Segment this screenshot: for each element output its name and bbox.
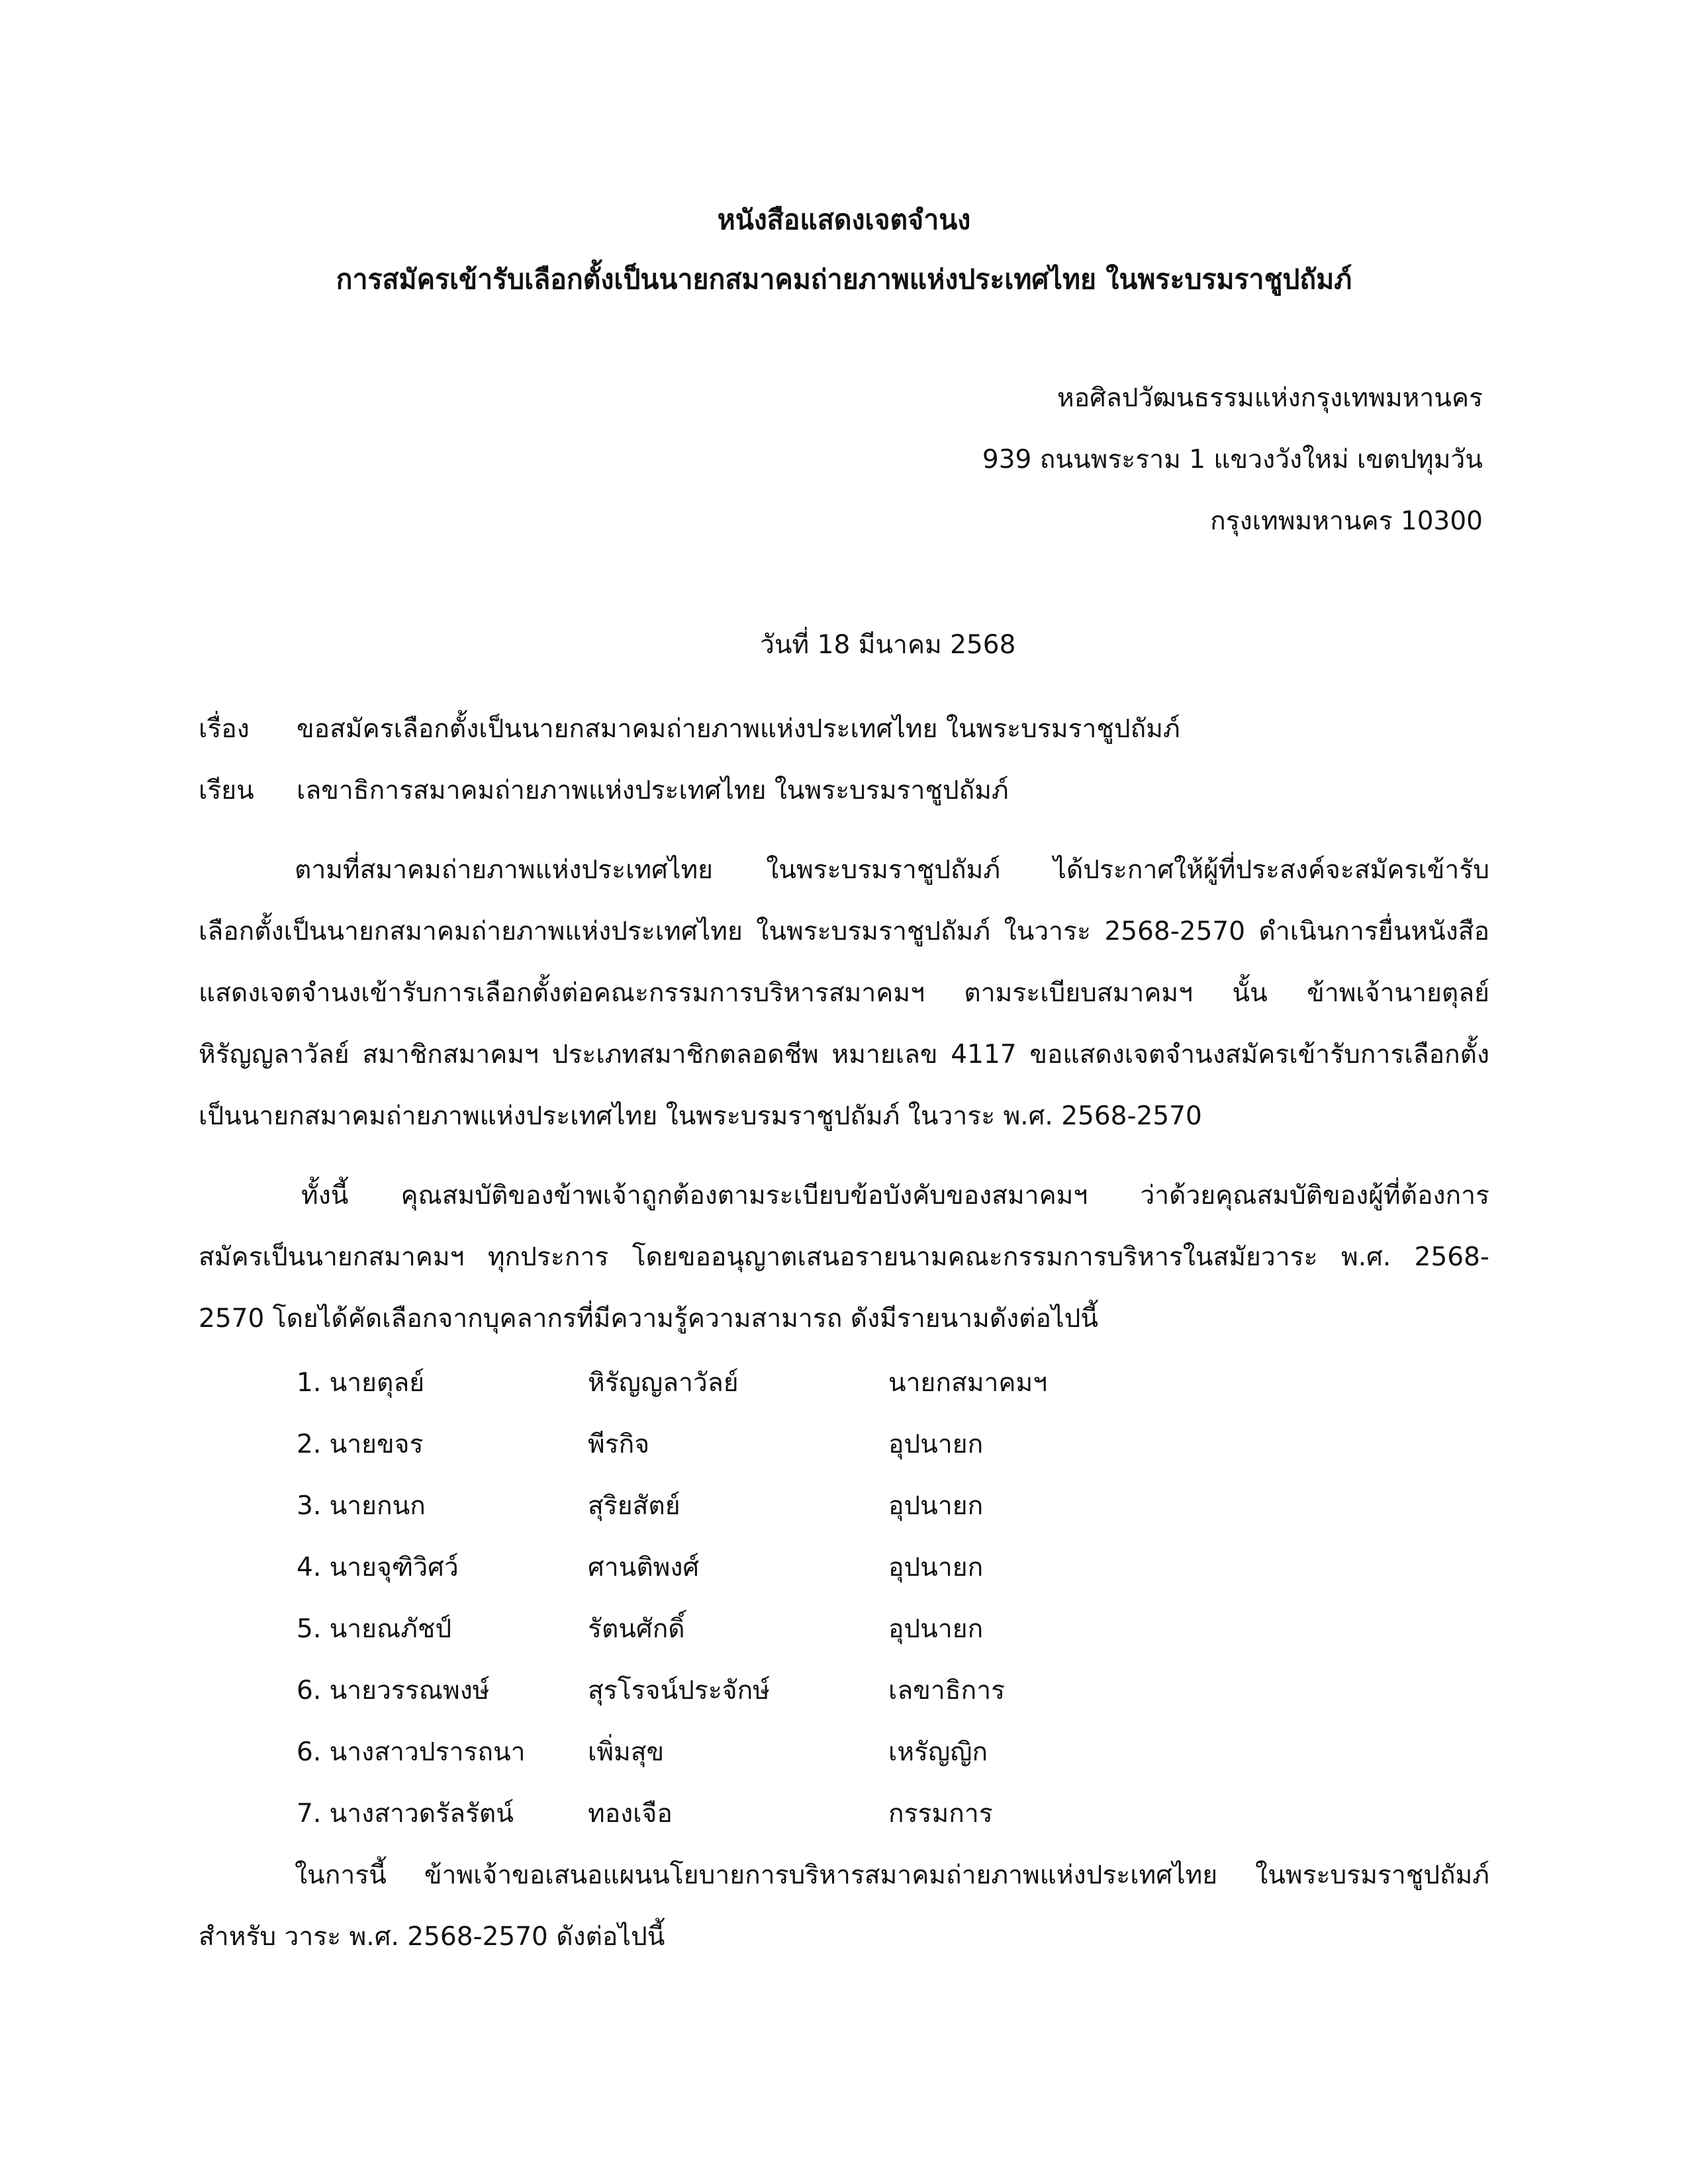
paragraph-line: เป็นนายกสมาคมถ่ายภาพแห่งประเทศไทย ในพระบรมราชูปถัมภ์ ในวาระ พ.ศ. 2568-2570 <box>199 1101 1202 1131</box>
member-role: นายกสมาคมฯ <box>888 1368 1048 1398</box>
document-date: วันที่ 18 มีนาคม 2568 <box>760 630 1016 660</box>
member-name: 6. นางสาวปรารถนา <box>297 1737 526 1767</box>
member-role: อุปนายก <box>888 1491 984 1521</box>
member-role: เลขาธิการ <box>888 1676 1006 1706</box>
member-name: 6. นายวรรณพงษ์ <box>297 1676 490 1706</box>
paragraph-line: 2570 โดยได้คัดเลือกจากบุคลากรที่มีความรู้ความสามารถ ดังมีรายนามดังต่อไปนี้ <box>199 1304 1098 1334</box>
document-title: หนังสือแสดงเจตจำนง <box>717 204 971 236</box>
paragraph-line: สมัครเป็นนายกสมาคมฯ ทุกประการ โดยขออนุญาตเสนอรายนามคณะกรรมการบริหารในสมัยวาระ พ.ศ. 2568- <box>199 1242 1489 1272</box>
paragraph-line: ทั้งนี้ คุณสมบัติของข้าพเจ้าถูกต้องตามระเบียบข้อบังคับของสมาคมฯ ว่าด้วยคุณสมบัติของผู้ที่ต้องการ <box>301 1181 1489 1210</box>
member-surname: ทองเจือ <box>588 1799 673 1829</box>
paragraph-line: แสดงเจตจำนงเข้ารับการเลือกตั้งต่อคณะกรรมการบริหารสมาคมฯ ตามระเบียบสมาคมฯ นั้น ข้าพเจ้านายตุลย์ <box>199 978 1489 1008</box>
member-name: 1. นายตุลย์ <box>297 1368 425 1398</box>
member-role: เหรัญญิก <box>888 1737 988 1767</box>
member-surname: พีรกิจ <box>588 1430 650 1459</box>
member-role: อุปนายก <box>888 1614 984 1644</box>
member-surname: ศานติพงศ์ <box>588 1553 700 1582</box>
member-surname: สุริยสัตย์ <box>588 1491 680 1521</box>
address-line-3: กรุงเทพมหานคร 10300 <box>1210 506 1483 536</box>
paragraph-line: หิรัญญลาวัลย์ สมาชิกสมาคมฯ ประเภทสมาชิกตลอดชีพ หมายเลข 4117 ขอแสดงเจตจำนงสมัครเข้ารับการเลือกตั้ง <box>199 1040 1489 1069</box>
paragraph-line: เลือกตั้งเป็นนายกสมาคมถ่ายภาพแห่งประเทศไทย ในพระบรมราชูปถัมภ์ ในวาระ 2568-2570 ดำเนินการยื่นหนังสือ <box>199 917 1489 946</box>
member-role: อุปนายก <box>888 1430 984 1459</box>
member-surname: สุรโรจน์ประจักษ์ <box>588 1676 770 1706</box>
member-surname: รัตนศักดิ์ <box>588 1614 685 1644</box>
member-name: 2. นายขจร <box>297 1430 424 1459</box>
recipient-label: เรียน <box>199 776 254 805</box>
paragraph-line: ตามที่สมาคมถ่ายภาพแห่งประเทศไทย ในพระบรมราชูปถัมภ์ ได้ประกาศให้ผู้ที่ประสงค์จะสมัครเข้ารับ <box>295 855 1489 885</box>
member-name: 3. นายกนก <box>297 1491 426 1521</box>
member-role: อุปนายก <box>888 1553 984 1582</box>
member-name: 5. นายณภัชป์ <box>297 1614 452 1644</box>
member-surname: หิรัญญลาวัลย์ <box>588 1368 739 1398</box>
member-name: 4. นายจุฑิวิศว์ <box>297 1553 459 1582</box>
subject-label: เรื่อง <box>199 714 250 744</box>
document-subtitle: การสมัครเข้ารับเลือกตั้งเป็นนายกสมาคมถ่ายภาพแห่งประเทศไทย ในพระบรมราชูปถัมภ์ <box>336 263 1352 295</box>
member-surname: เพิ่มสุข <box>588 1737 665 1767</box>
paragraph-line: ในการนี้ ข้าพเจ้าขอเสนอแผนนโยบายการบริหารสมาคมถ่ายภาพแห่งประเทศไทย ในพระบรมราชูปถัมภ์ <box>295 1860 1489 1890</box>
address-line-1: หอศิลปวัฒนธรรมแห่งกรุงเทพมหานคร <box>1057 383 1483 413</box>
paragraph-line: สำหรับ วาระ พ.ศ. 2568-2570 ดังต่อไปนี้ <box>199 1922 665 1952</box>
address-line-2: 939 ถนนพระราม 1 แขวงวังใหม่ เขตปทุมวัน <box>982 445 1483 475</box>
subject-text: ขอสมัครเลือกตั้งเป็นนายกสมาคมถ่ายภาพแห่งประเทศไทย ในพระบรมราชูปถัมภ์ <box>297 714 1180 744</box>
member-role: กรรมการ <box>888 1799 993 1829</box>
recipient-text: เลขาธิการสมาคมถ่ายภาพแห่งประเทศไทย ในพระบรมราชูปถัมภ์ <box>297 776 1009 805</box>
member-name: 7. นางสาวดรัลรัตน์ <box>297 1799 514 1829</box>
